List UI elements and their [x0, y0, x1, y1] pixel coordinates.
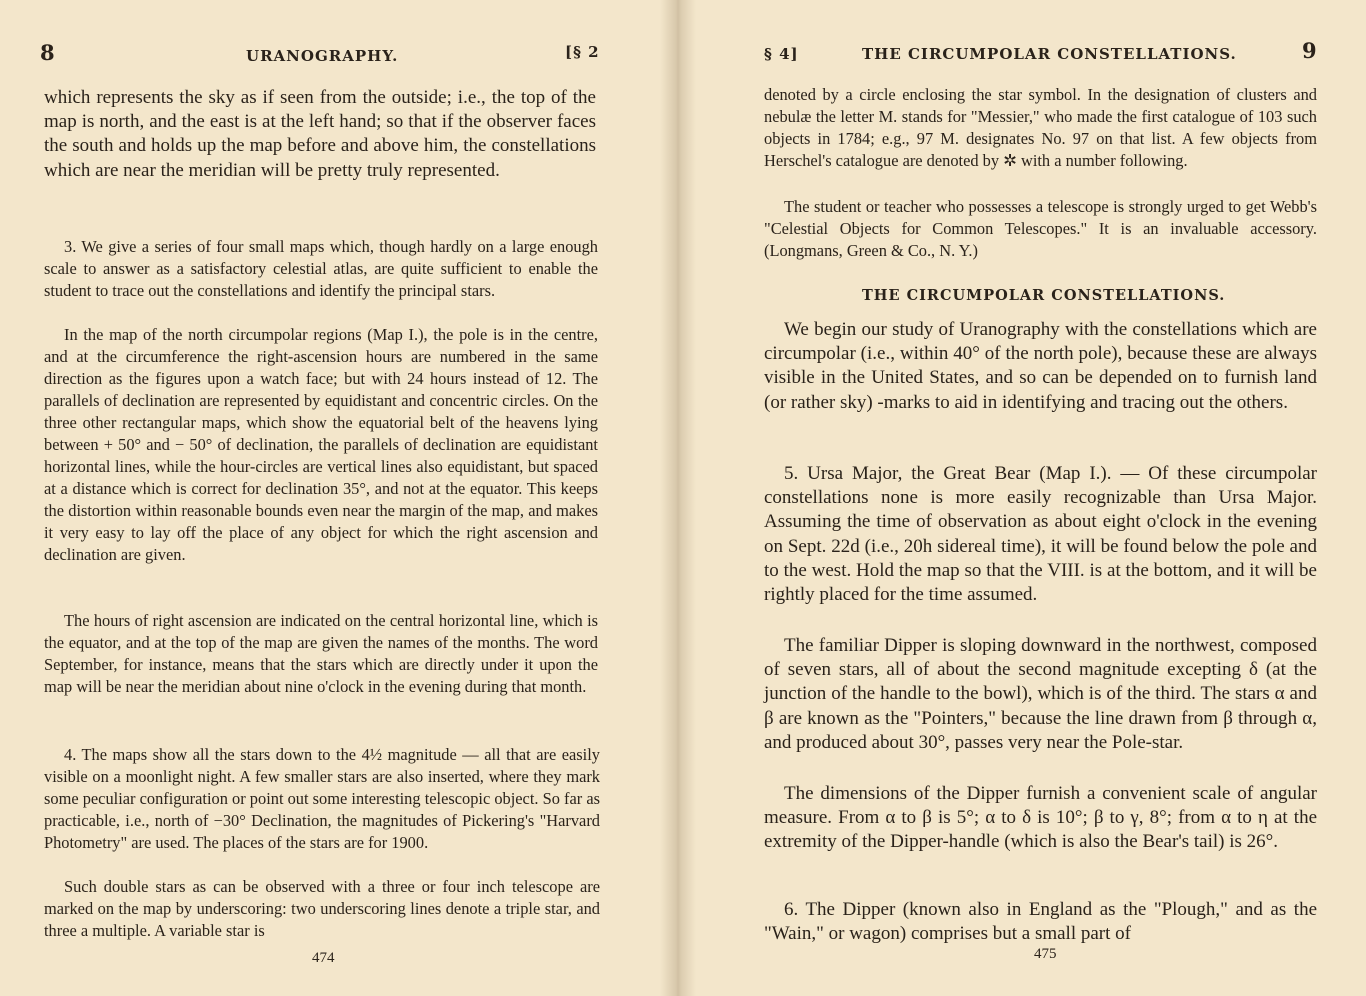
- left-paragraph-4: The hours of right ascension are indicated on the central horizontal line, which is the equator, and at the top of the map are given the names of the months. The word September, for instance, means that the stars which are directly under it upon the map will be near the meridian about nine o'clock in the evening during that month.: [44, 611, 598, 696]
- right-folio: 475: [1034, 946, 1057, 962]
- right-paragraph-5: The familiar Dipper is sloping downward in the northwest, composed of seven stars, all of about the second magnitude excepting δ (at the junction of the handle to the bowl), which is of the third. The stars α and β are known as the "Pointers," because the line drawn from β through α, and produced about 30°, passes very near the Pole-star.: [764, 635, 1317, 753]
- right-paragraph-6: The dimensions of the Dipper furnish a convenient scale of angular measure. From α to β is 5°; α to δ is 10°; β to γ, 8°; from α to η at the extremity of the Dipper-handle (which is also the Bear's tail) is 26°.: [764, 783, 1317, 853]
- right-paragraph-3: We begin our study of Uranography with the constellations which are circumpolar (i.e., within 40° of the north pole), because these are always visible in the United States, and so can be depended on to furnish land (or rather sky) -marks to aid in identifying and tracing out the others.: [764, 319, 1317, 413]
- left-paragraph-5: 4. The maps show all the stars down to the 4½ magnitude — all that are easily visible on a moonlight night. A few smaller stars are also inserted, where they mark some peculiar configuration or point out some interesting telescopic object. So far as practicable, i.e., north of −30° Declination, the magnitudes of Pickering's "Harvard Photometry" are used. The places of the stars are for 1900.: [44, 745, 600, 852]
- left-paragraph-1: which represents the sky as if seen from the outside; i.e., the top of the map is north, and the east is at the left hand; so that if the observer faces the south and holds up the map before and above him, the constellations which are near the meridian will be pretty truly represented.: [44, 87, 596, 181]
- left-running-head: URANOGRAPHY.: [246, 47, 399, 65]
- book-gutter: [660, 0, 696, 996]
- right-paragraph-2: The student or teacher who possesses a telescope is strongly urged to get Webb's "Celestial Objects for Common Telescopes." It is an invaluable accessory. (Longmans, Green & Co., N. Y.): [764, 197, 1317, 260]
- right-paragraph-1: denoted by a circle enclosing the star symbol. In the designation of clusters and nebulæ the letter M. stands for "Messier," who made the first catalogue of 103 such objects in 1784; e.g., 97 M. designates No. 97 on that list. A few objects from Herschel's catalogue are denoted by ✲ with a number following.: [764, 85, 1317, 170]
- right-paragraph-4: 5. Ursa Major, the Great Bear (Map I.). — Of these circumpolar constellations none is more easily recognizable than Ursa Major. Assuming the time of observation as about eight o'clock in the evening on Sept. 22d (i.e., 20h sidereal time), it will be found below the pole and to the west. Hold the map so that the VIII. is at the bottom, and it will be rightly placed for the time assumed.: [764, 463, 1317, 606]
- right-page-number: 9: [1302, 38, 1318, 63]
- left-folio: 474: [312, 950, 335, 966]
- right-paragraph-7: 6. The Dipper (known also in England as the "Plough," and as the "Wain," or wagon) comprises but a small part of: [764, 899, 1317, 945]
- right-section-mark: § 4]: [764, 45, 799, 63]
- right-running-head: THE CIRCUMPOLAR CONSTELLATIONS.: [862, 45, 1237, 63]
- right-page: [676, 0, 1366, 996]
- left-paragraph-6: Such double stars as can be observed with a three or four inch telescope are marked on the map by underscoring: two underscoring lines denote a triple star, and three a multiple. A variable star is: [44, 877, 600, 940]
- left-page-number: 8: [40, 40, 56, 65]
- left-section-mark: [§ 2: [565, 43, 600, 61]
- left-paragraph-2: 3. We give a series of four small maps which, though hardly on a large enough scale to answer as a satisfactory celestial atlas, are quite sufficient to enable the student to trace out the constellations and identify the principal stars.: [44, 237, 598, 300]
- left-page: [0, 0, 676, 996]
- section-heading: THE CIRCUMPOLAR CONSTELLATIONS.: [862, 287, 1226, 304]
- left-paragraph-3: In the map of the north circumpolar regions (Map I.), the pole is in the centre, and at the circumference the right-ascension hours are numbered in the same direction as the figures upon a watch face; but with 24 hours instead of 12. The parallels of declination are represented by equidistant and concentric circles. On the three other rectangular maps, which show the equatorial belt of the heavens lying between + 50° and − 50° of declination, the parallels of declination are equidistant horizontal lines, while the hour-circles are vertical lines also equidistant, but spaced at a distance which is correct for declination 35°, and not at the equator. This keeps the distortion within reasonable bounds even near the margin of the map, and makes it very easy to lay off the place of any object for which the right ascension and declination are given.: [44, 325, 598, 564]
